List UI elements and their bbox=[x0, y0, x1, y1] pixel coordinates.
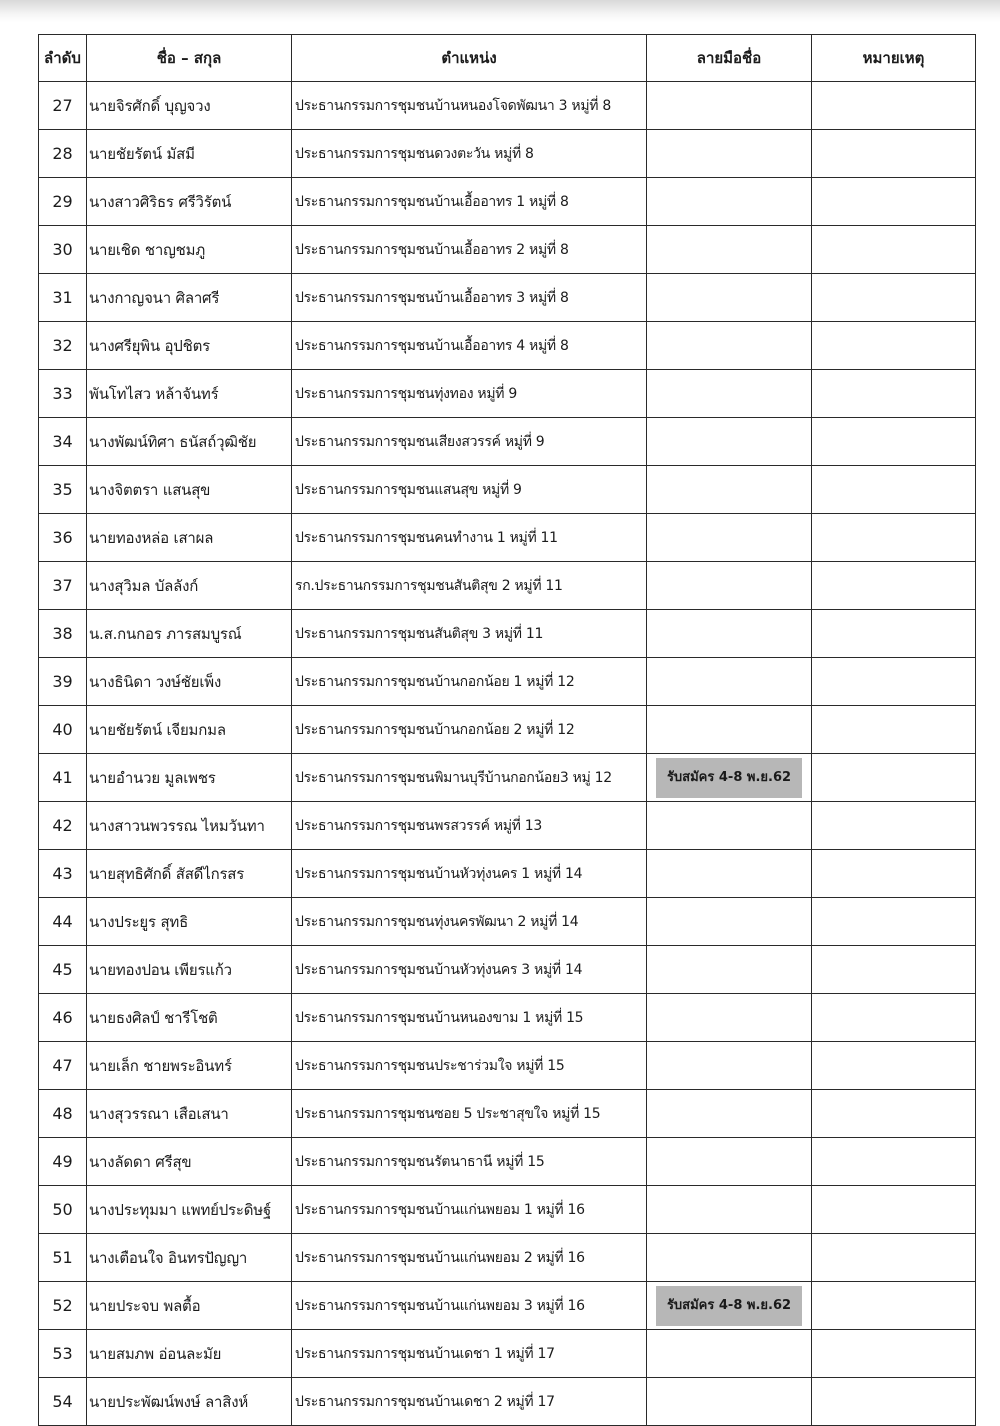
cell-signature bbox=[647, 754, 812, 802]
cell-remark bbox=[812, 226, 976, 274]
cell-position: ประธานกรรมการชุมชนพรสวรรค์ หมู่ที่ 13 bbox=[292, 802, 647, 850]
cell-position: ประธานกรรมการชุมชนรัตนาธานี หมู่ที่ 15 bbox=[292, 1138, 647, 1186]
cell-signature bbox=[647, 898, 812, 946]
table-row bbox=[39, 82, 976, 130]
cell-position: ประธานกรรมการชุมชนซอย 5 ประชาสุขใจ หมู่ที่ 15 bbox=[292, 1090, 647, 1138]
table-row bbox=[39, 418, 976, 466]
cell-remark bbox=[812, 658, 976, 706]
cell-name: นางสุวรรณา เสือเสนา bbox=[87, 1090, 292, 1138]
registration-badge: รับสมัคร 4-8 พ.ย.62 bbox=[656, 1286, 802, 1326]
cell-name: นายธงศิลป์ ชารีโชติ bbox=[87, 994, 292, 1042]
cell-name: นายประจบ พลตื้อ bbox=[87, 1282, 292, 1330]
cell-no: 47 bbox=[39, 1042, 87, 1090]
cell-name: นางประทุมมา แพทย์ประดิษฐ์ bbox=[87, 1186, 292, 1234]
cell-position: ประธานกรรมการชุมชนทุ่งทอง หมู่ที่ 9 bbox=[292, 370, 647, 418]
cell-remark bbox=[812, 898, 976, 946]
cell-name: นายประพัฒน์พงษ์ ลาสิงห์ bbox=[87, 1378, 292, 1426]
cell-position: ประธานกรรมการชุมชนเสียงสวรรค์ หมู่ที่ 9 bbox=[292, 418, 647, 466]
table-row bbox=[39, 562, 976, 610]
cell-no: 48 bbox=[39, 1090, 87, 1138]
cell-position: ประธานกรรมการชุมชนแสนสุข หมู่ที่ 9 bbox=[292, 466, 647, 514]
cell-signature bbox=[647, 658, 812, 706]
cell-no: 34 bbox=[39, 418, 87, 466]
scan-shadow bbox=[0, 0, 1000, 22]
cell-position: ประธานกรรมการชุมชนบ้านเอื้ออาทร 1 หมู่ที่ 8 bbox=[292, 178, 647, 226]
cell-name: นางสาวศิริธร ศรีวิรัตน์ bbox=[87, 178, 292, 226]
cell-remark bbox=[812, 418, 976, 466]
cell-name: นางจิตตรา แสนสุข bbox=[87, 466, 292, 514]
header-no: ลำดับ bbox=[39, 35, 87, 82]
cell-signature bbox=[647, 850, 812, 898]
cell-no: 27 bbox=[39, 82, 87, 130]
cell-remark bbox=[812, 850, 976, 898]
table-row bbox=[39, 514, 976, 562]
table-row bbox=[39, 226, 976, 274]
cell-name: นายเชิด ชาญชมภู bbox=[87, 226, 292, 274]
table-row bbox=[39, 274, 976, 322]
cell-position: ประธานกรรมการชุมชนพิมานบุรีบ้านกอกน้อย3 หมู่ 12 bbox=[292, 754, 647, 802]
cell-remark bbox=[812, 1282, 976, 1330]
cell-remark bbox=[812, 466, 976, 514]
table-row bbox=[39, 1378, 976, 1426]
table-row bbox=[39, 1090, 976, 1138]
cell-name: นางเตือนใจ อินทรปัญญา bbox=[87, 1234, 292, 1282]
cell-name: นายทองหล่อ เสาผล bbox=[87, 514, 292, 562]
cell-no: 52 bbox=[39, 1282, 87, 1330]
table-row bbox=[39, 658, 976, 706]
cell-position: ประธานกรรมการชุมชนบ้านเอื้ออาทร 2 หมู่ที่ 8 bbox=[292, 226, 647, 274]
registration-badge: รับสมัคร 4-8 พ.ย.62 bbox=[656, 758, 802, 798]
cell-remark bbox=[812, 82, 976, 130]
cell-remark bbox=[812, 130, 976, 178]
cell-signature bbox=[647, 226, 812, 274]
cell-signature bbox=[647, 82, 812, 130]
cell-position: ประธานกรรมการชุมชนสันติสุข 3 หมู่ที่ 11 bbox=[292, 610, 647, 658]
cell-remark bbox=[812, 562, 976, 610]
table-row bbox=[39, 130, 976, 178]
cell-remark bbox=[812, 1090, 976, 1138]
cell-no: 51 bbox=[39, 1234, 87, 1282]
cell-signature bbox=[647, 1330, 812, 1378]
cell-name: นายเล็ก ชายพระอินทร์ bbox=[87, 1042, 292, 1090]
cell-signature bbox=[647, 322, 812, 370]
cell-remark bbox=[812, 1042, 976, 1090]
table-row bbox=[39, 1042, 976, 1090]
cell-position: ประธานกรรมการชุมชนบ้านหนองโจดพัฒนา 3 หมู่ที่ 8 bbox=[292, 82, 647, 130]
cell-signature bbox=[647, 1234, 812, 1282]
table-row bbox=[39, 1234, 976, 1282]
cell-no: 36 bbox=[39, 514, 87, 562]
table-row bbox=[39, 994, 976, 1042]
cell-signature bbox=[647, 418, 812, 466]
cell-signature bbox=[647, 706, 812, 754]
cell-position: ประธานกรรมการชุมชนบ้านหนองขาม 1 หมู่ที่ 15 bbox=[292, 994, 647, 1042]
header-name: ชื่อ – สกุล bbox=[87, 35, 292, 82]
table-row bbox=[39, 946, 976, 994]
cell-remark bbox=[812, 370, 976, 418]
cell-remark bbox=[812, 1234, 976, 1282]
cell-no: 40 bbox=[39, 706, 87, 754]
cell-position: ประธานกรรมการชุมชนประชาร่วมใจ หมู่ที่ 15 bbox=[292, 1042, 647, 1090]
table-row bbox=[39, 1282, 976, 1330]
cell-remark bbox=[812, 1186, 976, 1234]
cell-remark bbox=[812, 1378, 976, 1426]
cell-signature bbox=[647, 802, 812, 850]
cell-position: ประธานกรรมการชุมชนบ้านหัวทุ่งนคร 1 หมู่ที่ 14 bbox=[292, 850, 647, 898]
cell-name: นางสุวิมล บัลลังก์ bbox=[87, 562, 292, 610]
cell-no: 29 bbox=[39, 178, 87, 226]
cell-no: 41 bbox=[39, 754, 87, 802]
table-row bbox=[39, 898, 976, 946]
table-row bbox=[39, 1138, 976, 1186]
cell-position: รก.ประธานกรรมการชุมชนสันติสุข 2 หมู่ที่ 11 bbox=[292, 562, 647, 610]
cell-no: 35 bbox=[39, 466, 87, 514]
cell-signature bbox=[647, 1042, 812, 1090]
cell-signature bbox=[647, 514, 812, 562]
cell-name: นายจิรศักดิ์ บุญจวง bbox=[87, 82, 292, 130]
cell-no: 33 bbox=[39, 370, 87, 418]
cell-remark bbox=[812, 178, 976, 226]
cell-signature bbox=[647, 610, 812, 658]
cell-position: ประธานกรรมการชุมชนบ้านแก่นพยอม 3 หมู่ที่ 16 bbox=[292, 1282, 647, 1330]
cell-name: นางพัฒน์ทิศา ธนัสถ์วุฒิชัย bbox=[87, 418, 292, 466]
table-row bbox=[39, 706, 976, 754]
cell-name: นายสมภพ อ่อนละมัย bbox=[87, 1330, 292, 1378]
table-row bbox=[39, 322, 976, 370]
cell-position: ประธานกรรมการชุมชนบ้านแก่นพยอม 2 หมู่ที่ 16 bbox=[292, 1234, 647, 1282]
cell-name: นายอำนวย มูลเพชร bbox=[87, 754, 292, 802]
table-row bbox=[39, 754, 976, 802]
cell-name: นางสาวนพวรรณ ไหมวันทา bbox=[87, 802, 292, 850]
cell-no: 32 bbox=[39, 322, 87, 370]
table-row bbox=[39, 1186, 976, 1234]
header-position: ตำแหน่ง bbox=[292, 35, 647, 82]
cell-signature bbox=[647, 466, 812, 514]
cell-name: นายทองปอน เพียรแก้ว bbox=[87, 946, 292, 994]
header-row bbox=[39, 35, 976, 82]
cell-no: 38 bbox=[39, 610, 87, 658]
cell-no: 50 bbox=[39, 1186, 87, 1234]
cell-position: ประธานกรรมการชุมชนดวงตะวัน หมู่ที่ 8 bbox=[292, 130, 647, 178]
cell-position: ประธานกรรมการชุมชนบ้านเอื้ออาทร 3 หมู่ที่ 8 bbox=[292, 274, 647, 322]
cell-remark bbox=[812, 1330, 976, 1378]
cell-position: ประธานกรรมการชุมชนบ้านกอกน้อย 2 หมู่ที่ 12 bbox=[292, 706, 647, 754]
cell-signature bbox=[647, 130, 812, 178]
header-remark: หมายเหตุ bbox=[812, 35, 976, 82]
cell-no: 44 bbox=[39, 898, 87, 946]
cell-position: ประธานกรรมการชุมชนบ้านเดชา 1 หมู่ที่ 17 bbox=[292, 1330, 647, 1378]
cell-position: ประธานกรรมการชุมชนคนทำงาน 1 หมู่ที่ 11 bbox=[292, 514, 647, 562]
cell-signature bbox=[647, 1138, 812, 1186]
cell-name: น.ส.กนกอร ภารสมบูรณ์ bbox=[87, 610, 292, 658]
cell-no: 46 bbox=[39, 994, 87, 1042]
cell-no: 28 bbox=[39, 130, 87, 178]
cell-no: 45 bbox=[39, 946, 87, 994]
table-row bbox=[39, 178, 976, 226]
cell-name: พันโทไสว หล้าจันทร์ bbox=[87, 370, 292, 418]
cell-no: 30 bbox=[39, 226, 87, 274]
table-row bbox=[39, 370, 976, 418]
cell-no: 53 bbox=[39, 1330, 87, 1378]
cell-no: 31 bbox=[39, 274, 87, 322]
cell-remark bbox=[812, 754, 976, 802]
cell-no: 42 bbox=[39, 802, 87, 850]
attendance-table bbox=[38, 34, 976, 1426]
cell-name: นางประยูร สุทธิ bbox=[87, 898, 292, 946]
cell-position: ประธานกรรมการชุมชนบ้านเดชา 2 หมู่ที่ 17 bbox=[292, 1378, 647, 1426]
cell-remark bbox=[812, 1138, 976, 1186]
cell-name: นายสุทธิศักดิ์ สัสดีไกรสร bbox=[87, 850, 292, 898]
cell-signature bbox=[647, 274, 812, 322]
cell-signature bbox=[647, 370, 812, 418]
cell-signature bbox=[647, 1090, 812, 1138]
cell-name: นายชัยรัตน์ มัสมี bbox=[87, 130, 292, 178]
cell-name: นายชัยรัตน์ เจียมกมล bbox=[87, 706, 292, 754]
cell-signature bbox=[647, 1282, 812, 1330]
cell-name: นางลัดดา ศรีสุข bbox=[87, 1138, 292, 1186]
table-row bbox=[39, 610, 976, 658]
header-signature: ลายมือชื่อ bbox=[647, 35, 812, 82]
cell-name: นางธินิดา วงษ์ชัยเพ็ง bbox=[87, 658, 292, 706]
cell-remark bbox=[812, 802, 976, 850]
table-row bbox=[39, 850, 976, 898]
cell-remark bbox=[812, 994, 976, 1042]
cell-signature bbox=[647, 1378, 812, 1426]
table-body bbox=[39, 82, 976, 1426]
cell-remark bbox=[812, 322, 976, 370]
cell-position: ประธานกรรมการชุมชนทุ่งนครพัฒนา 2 หมู่ที่ 14 bbox=[292, 898, 647, 946]
cell-name: นางกาญจนา ศิลาศรี bbox=[87, 274, 292, 322]
cell-remark bbox=[812, 706, 976, 754]
cell-position: ประธานกรรมการชุมชนบ้านเอื้ออาทร 4 หมู่ที่ 8 bbox=[292, 322, 647, 370]
cell-signature bbox=[647, 946, 812, 994]
cell-name: นางศรียุพิน อุปชิตร bbox=[87, 322, 292, 370]
cell-signature bbox=[647, 1186, 812, 1234]
cell-remark bbox=[812, 514, 976, 562]
cell-no: 37 bbox=[39, 562, 87, 610]
cell-signature bbox=[647, 562, 812, 610]
cell-signature bbox=[647, 178, 812, 226]
cell-no: 39 bbox=[39, 658, 87, 706]
cell-remark bbox=[812, 274, 976, 322]
table-row bbox=[39, 466, 976, 514]
cell-no: 54 bbox=[39, 1378, 87, 1426]
cell-no: 43 bbox=[39, 850, 87, 898]
cell-remark bbox=[812, 946, 976, 994]
table-row bbox=[39, 1330, 976, 1378]
cell-signature bbox=[647, 994, 812, 1042]
cell-remark bbox=[812, 610, 976, 658]
cell-position: ประธานกรรมการชุมชนบ้านกอกน้อย 1 หมู่ที่ 12 bbox=[292, 658, 647, 706]
table-row bbox=[39, 802, 976, 850]
cell-position: ประธานกรรมการชุมชนบ้านหัวทุ่งนคร 3 หมู่ที่ 14 bbox=[292, 946, 647, 994]
cell-position: ประธานกรรมการชุมชนบ้านแก่นพยอม 1 หมู่ที่ 16 bbox=[292, 1186, 647, 1234]
cell-no: 49 bbox=[39, 1138, 87, 1186]
